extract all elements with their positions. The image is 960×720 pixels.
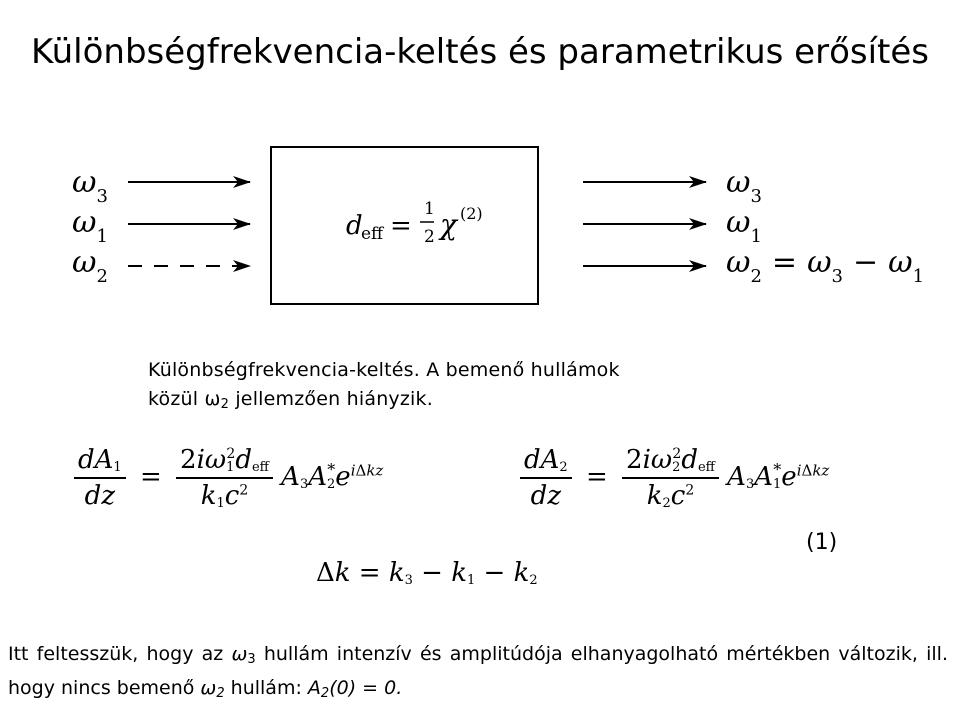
caption-line1: Különbségfrekvencia-keltés. A bemenő hullámok (148, 359, 620, 381)
equation-number: (1) (806, 530, 838, 555)
svg-text:d: d (346, 211, 363, 241)
input-label-omega3: $\omega_3$ (72, 165, 108, 207)
equation-dA1-dz: $\frac{dA_1}{dz}$ = $\frac{2i\omega_1^2d_{eff}}{k_1c^2}$ $A_3A_2^*e^{i\Delta kz}$ (74, 445, 383, 511)
input-label-omega2: $\omega_2$ (72, 245, 108, 287)
svg-text:(2): (2) (460, 204, 483, 223)
assumption-note: Itt feltesszük, hogy az $\omega_3$ hullám intenzív és amplitúdója elhanyagolható mértékben változik, ill. hogy nincs bemenő $\omega_2$ hullám: $A_2(0) = 0$. (8, 643, 948, 701)
equation-delta-k: $\Delta k = k_3 - k_1 - k_2$ (316, 558, 538, 588)
deff-formula (346, 199, 483, 247)
difference-frequency-diagram (0, 140, 960, 320)
input-labels (72, 165, 108, 287)
svg-text:=: = (390, 211, 412, 241)
svg-text:χ: χ (440, 208, 457, 241)
equation-dA2-dz: $\frac{dA_2}{dz}$ = $\frac{2i\omega_2^2d_{eff}}{k_2c^2}$ $A_3A_1^*e^{i\Delta kz}$ (520, 445, 829, 511)
output-label-omega2-relation: $\omega_2 = \omega_3 - \omega_1$ (726, 245, 925, 287)
svg-text:2: 2 (424, 227, 435, 247)
svg-text:eff: eff (361, 224, 384, 244)
figure-caption (148, 356, 620, 419)
caption-line2: közül $\omega_2$ jellemzően hiányzik. (148, 388, 433, 412)
input-label-omega1: $\omega_1$ (72, 205, 108, 247)
output-labels (726, 165, 924, 287)
svg-text:1: 1 (424, 199, 435, 219)
output-label-omega3: $\omega_3$ (726, 165, 762, 207)
page-title: Különbségfrekvencia-keltés és parametrikus erősítés (31, 32, 929, 72)
output-label-omega1: $\omega_1$ (726, 205, 762, 247)
